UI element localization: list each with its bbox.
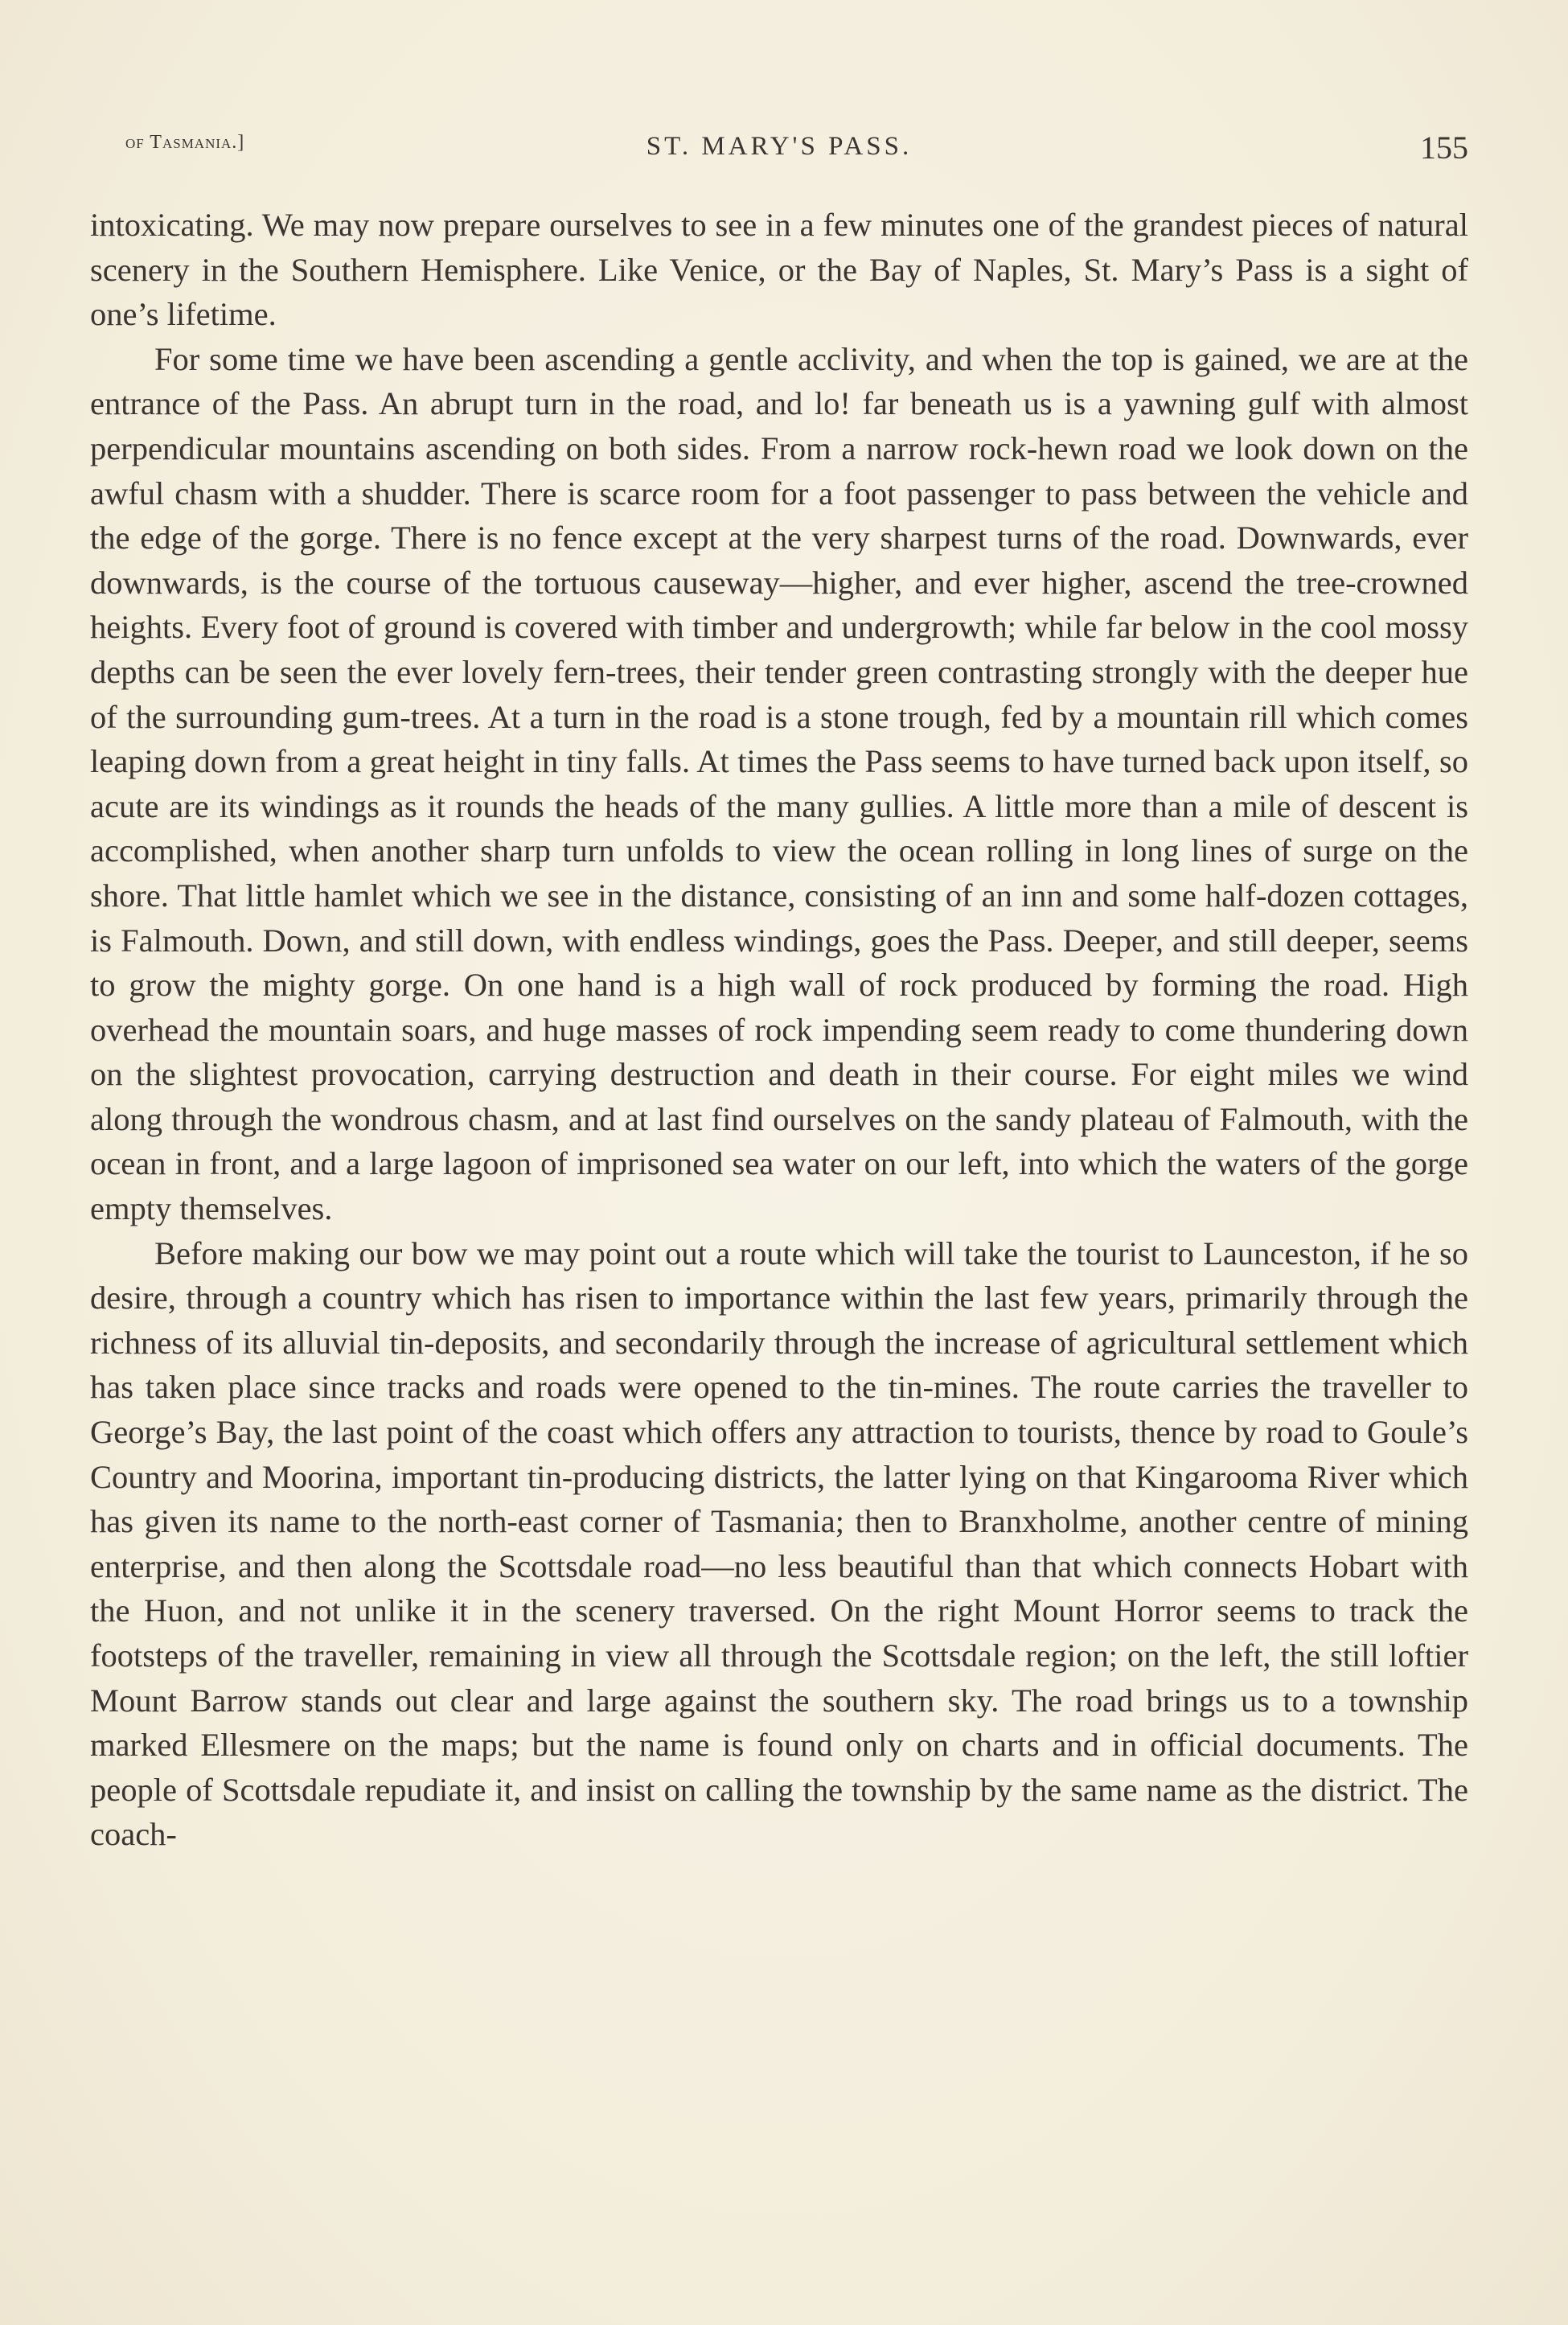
paragraph-3: Before making our bow we may point out a route which will take the tourist to Launceston, if he so desire, through a country which has risen to importance within the last few years, primarily through the richness of its alluvial tin-deposits, and secondarily through the increase of agricultural settlement which has taken place since tracks and roads were opened to the tin-mines. The route carries the traveller to George’s Bay, the last point of the coast which offers any attraction to tourists, thence by road to Goule’s Country and Moorina, important tin-producing districts, the latter lying on that Kingarooma River which has given its name to the north-east corner of Tasmania; then to Branxholme, another centre of mining enterprise, and then along the Scottsdale road—no less beautiful than that which connects Hobart with the Huon, and not unlike it in the scenery traversed. On the right Mount Horror seems to track the footsteps of the traveller, remaining in view all through the Scottsdale region; on the left, the still loftier Mount Barrow stands out clear and large against the southern sky. The road brings us to a township marked Ellesmere on the maps; but the name is found only on charts and in official documents. The people of Scottsdale repudiate it, and insist on calling the township by the same name as the district. The coach- xyxy=(90,1234,1468,1853)
running-head-title: ST. MARY'S PASS. xyxy=(646,132,913,161)
body-text xyxy=(90,203,1468,1857)
running-head xyxy=(90,129,1468,177)
page-number: 155 xyxy=(1420,129,1468,166)
paragraph-1: intoxicating. We may now prepare ourselves to see in a few minutes one of the grandest pieces of natural scenery in the Southern Hemisphere. Like Venice, or the Bay of Naples, St. Mary’s Pass is a sight of one’s lifetime. xyxy=(90,207,1468,333)
paragraph-2: For some time we have been ascending a gentle acclivity, and when the top is gained, we are at the entrance of the Pass. An abrupt turn in the road, and lo! far beneath us is a yawning gulf with almost perpendicular mountains ascending on both sides. From a narrow rock-hewn road we look down on the awful chasm with a shudder. There is scarce room for a foot passenger to pass between the vehicle and the edge of the gorge. There is no fence except at the very sharpest turns of the road. Downwards, ever downwards, is the course of the tortuous causeway—higher, and ever higher, ascend the tree-crowned heights. Every foot of ground is covered with timber and undergrowth; while far below in the cool mossy depths can be seen the ever lovely fern-trees, their tender green contrasting strongly with the deeper hue of the surrounding gum-trees. At a turn in the road is a stone trough, fed by a mountain rill which comes leaping down from a great height in tiny falls. At times the Pass seems to have turned back upon itself, so acute are its windings as it rounds the heads of the many gullies. A little more than a mile of descent is accomplished, when another sharp turn unfolds to view the ocean rolling in long lines of surge on the shore. That little hamlet which we see in the distance, consisting of an inn and some half-dozen cottages, is Falmouth. Down, and still down, with endless windings, goes the Pass. Deeper, and still deeper, seems to grow the mighty gorge. On one hand is a high wall of rock produced by forming the road. High overhead the mountain soars, and huge masses of rock impending seem ready to come thundering down on the slightest provocation, carrying destruction and death in their course. For eight miles we wind along through the wondrous chasm, and at last find ourselves on the sandy plateau of Falmouth, with the ocean in front, and a large lagoon of imprisoned sea water on our left, into which the waters of the gorge empty themselves. xyxy=(90,340,1468,1227)
running-head-left: of Tasmania.] xyxy=(125,132,245,153)
